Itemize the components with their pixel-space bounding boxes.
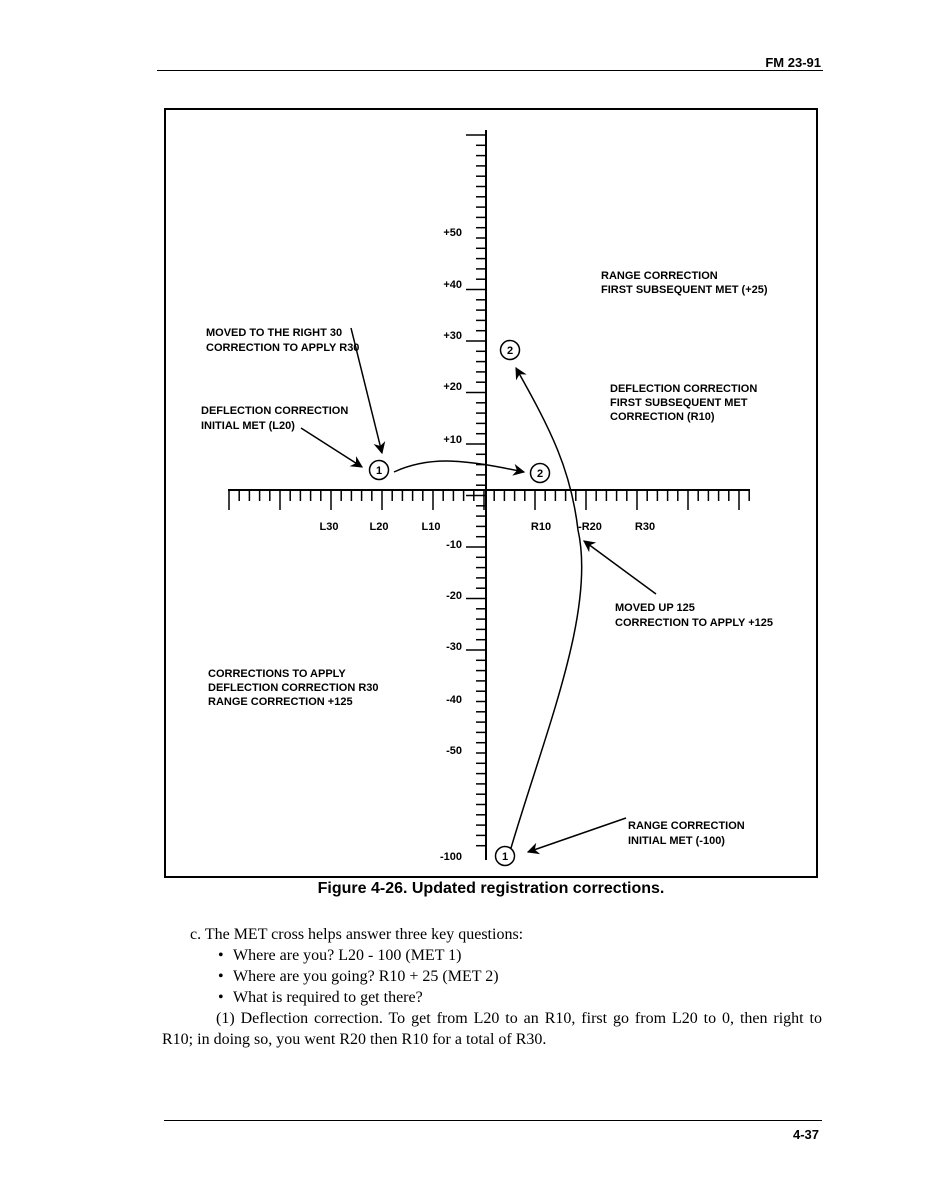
v-label-plus50: +50 <box>443 227 462 239</box>
range-path-arrow <box>511 368 582 848</box>
annotation-deflection-initial: DEFLECTION CORRECTION INITIAL MET (L20) <box>201 405 349 432</box>
h-label-r20: -R20 <box>578 521 602 533</box>
v-label-minus10: -10 <box>446 539 462 551</box>
h-label-r30: R30 <box>634 521 656 533</box>
annotation-moved-right: MOVED TO THE RIGHT 30 CORRECTION TO APPLY R30 <box>206 327 360 354</box>
v-label-minus50: -50 <box>446 745 462 757</box>
v-label-minus20: -20 <box>446 590 462 602</box>
v-label-plus30: +30 <box>443 330 462 342</box>
v-label-plus20: +20 <box>443 381 462 393</box>
h-label-l10: L10 <box>421 521 441 533</box>
met1-range-point <box>496 847 515 866</box>
deflection-path-arrow <box>394 461 524 472</box>
figure-caption: Figure 4-26. Updated registration corrections. <box>317 880 665 897</box>
v-label-minus100: -100 <box>439 851 462 863</box>
v-label-minus30: -30 <box>446 641 462 653</box>
h-label-r10: R10 <box>530 521 552 533</box>
list-item: • Where are you? L20 - 100 (MET 1) <box>218 945 499 966</box>
questions-list <box>218 945 499 1008</box>
paragraph-deflection-correction: (1) Deflection correction. To get from L20 to an R10, first go from L20 to 0, then right to R10; in doing so, you went R20 then R10 for a total of R30. <box>162 1010 822 1048</box>
header-rule <box>157 70 823 71</box>
annotation-range-correction-subsequent: RANGE CORRECTION FIRST SUBSEQUENT MET (+25) <box>601 270 768 296</box>
figure-frame <box>164 108 818 878</box>
paragraph-c: c. The MET cross helps answer three key questions: <box>190 926 524 943</box>
h-label-l30: L30 <box>319 521 339 533</box>
deflection-initial-pointer <box>301 428 362 467</box>
met2-range-point <box>501 341 520 360</box>
annotation-range-correction-initial: RANGE CORRECTION INITIAL MET (-100) <box>628 820 745 847</box>
svg-text:2: 2 <box>536 468 544 480</box>
h-label-l20: L20 <box>369 521 389 533</box>
svg-text:1: 1 <box>375 465 383 477</box>
footer-rule <box>164 1120 822 1121</box>
page-number: 4-37 <box>792 1127 819 1142</box>
svg-text:1: 1 <box>501 851 509 863</box>
v-label-plus40: +40 <box>443 279 462 291</box>
met1-deflection-point <box>370 461 389 480</box>
v-label-minus40: -40 <box>446 694 462 706</box>
manual-code: FM 23-91 <box>765 55 821 70</box>
v-label-plus10: +10 <box>443 434 462 446</box>
range-initial-pointer <box>528 818 626 852</box>
horizontal-ticks <box>229 490 749 510</box>
annotation-corrections-to-apply: CORRECTIONS TO APPLY DEFLECTION CORRECTION R30 RANGE CORRECTION +125 <box>208 668 379 708</box>
annotation-deflection-subsequent: DEFLECTION CORRECTION FIRST SUBSEQUENT MET CORRECTION (R10) <box>610 383 758 423</box>
list-item: • Where are you going? R10 + 25 (MET 2) <box>218 966 499 987</box>
met2-deflection-point <box>531 464 550 483</box>
list-item: • What is required to get there? <box>218 987 499 1008</box>
svg-text:2: 2 <box>506 345 514 357</box>
annotation-moved-up: MOVED UP 125 CORRECTION TO APPLY +125 <box>615 602 774 629</box>
moved-up-pointer <box>584 541 656 594</box>
met-cross-diagram <box>166 110 816 876</box>
